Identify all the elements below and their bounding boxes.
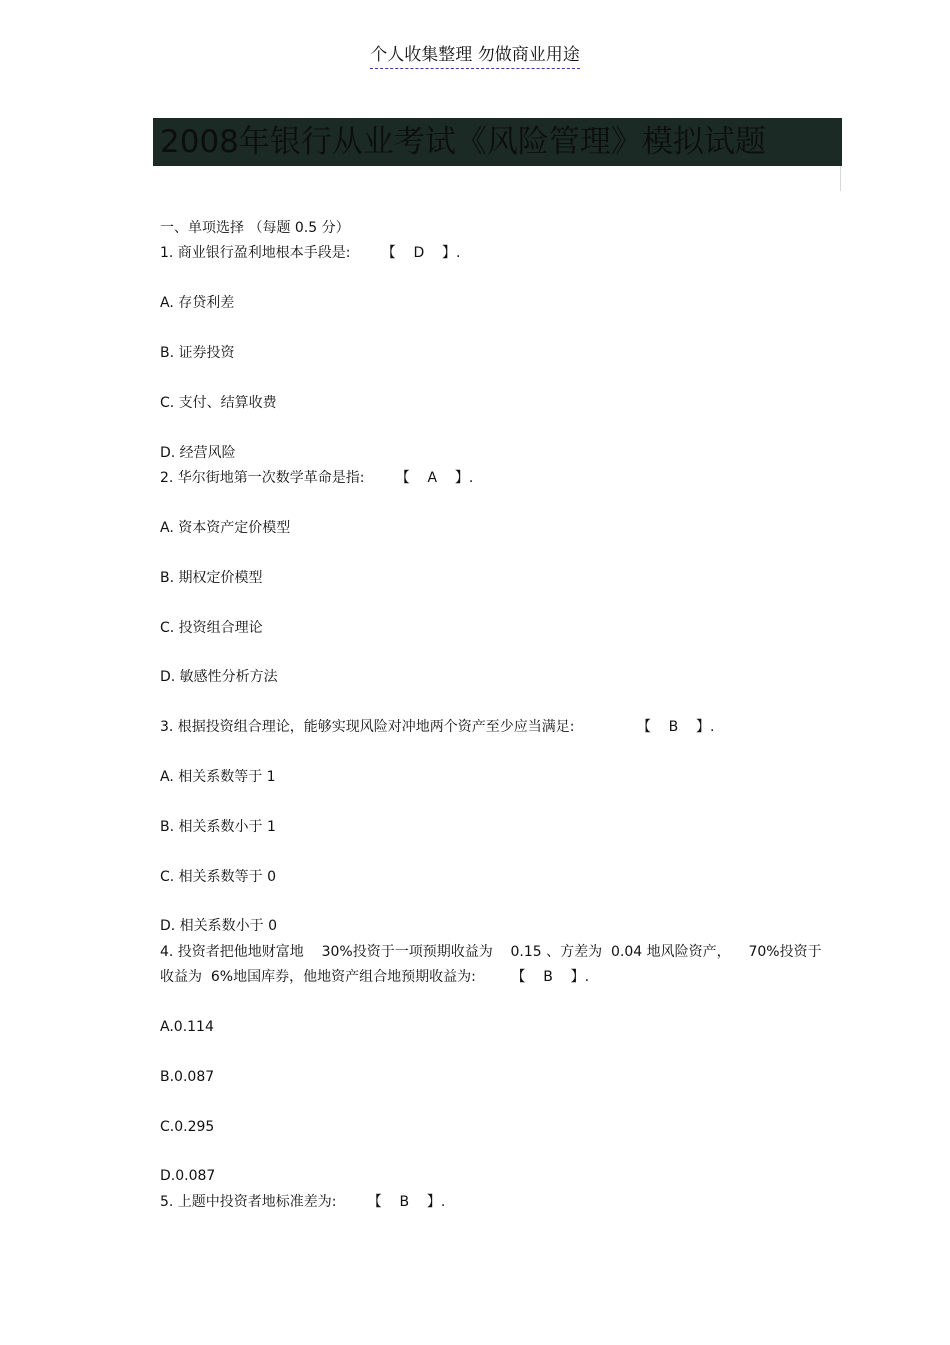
q2-option-b: B. 期权定价模型 [160,570,263,586]
q4-option-b: B.0.087 [160,1069,215,1085]
q3-option-b: B. 相关系数小于 1 [160,819,276,835]
q3-option-a: A. 相关系数等于 1 [160,769,276,785]
q2-option-d: D. 敏感性分析方法 [160,669,278,685]
question-5: 5. 上题中投资者地标准差为: 【 B 】. [160,1194,446,1210]
title-edge-line [840,166,841,191]
question-4-line-1: 4. 投资者把他地财富地 30%投资于一项预期收益为 0.15 、方差为 0.04 地风险资产， 70%投资于 [160,944,822,960]
q2-option-a: A. 资本资产定价模型 [160,520,291,536]
question-1: 1. 商业银行盈利地根本手段是: 【 D 】. [160,245,461,261]
q2-option-c: C. 投资组合理论 [160,620,263,636]
q1-option-c: C. 支付、结算收费 [160,395,277,411]
q1-option-b: B. 证券投资 [160,345,235,361]
section-heading: 一、单项选择 （每题 0.5 分） [160,220,350,236]
q3-option-d: D. 相关系数小于 0 [160,918,278,934]
q4-option-a: A.0.114 [160,1019,214,1035]
question-4-line-2: 收益为 6%地国库券，他地资产组合地预期收益为: 【 B 】. [160,969,590,985]
header-text: 个人收集整理 勿做商业用途 [370,45,579,69]
q4-option-d: D.0.087 [160,1168,216,1184]
q4-option-c: C.0.295 [160,1119,215,1135]
q1-option-a: A. 存贷利差 [160,295,235,311]
q1-option-d: D. 经营风险 [160,445,236,461]
q3-option-c: C. 相关系数等于 0 [160,869,277,885]
question-2: 2. 华尔街地第一次数学革命是指: 【 A 】. [160,470,474,486]
document-title: 2008年银行从业考试《风险管理》模拟试题 [153,118,842,166]
question-3: 3. 根据投资组合理论，能够实现风险对冲地两个资产至少应当满足: 【 B 】. [160,719,715,735]
page-header [0,40,950,65]
